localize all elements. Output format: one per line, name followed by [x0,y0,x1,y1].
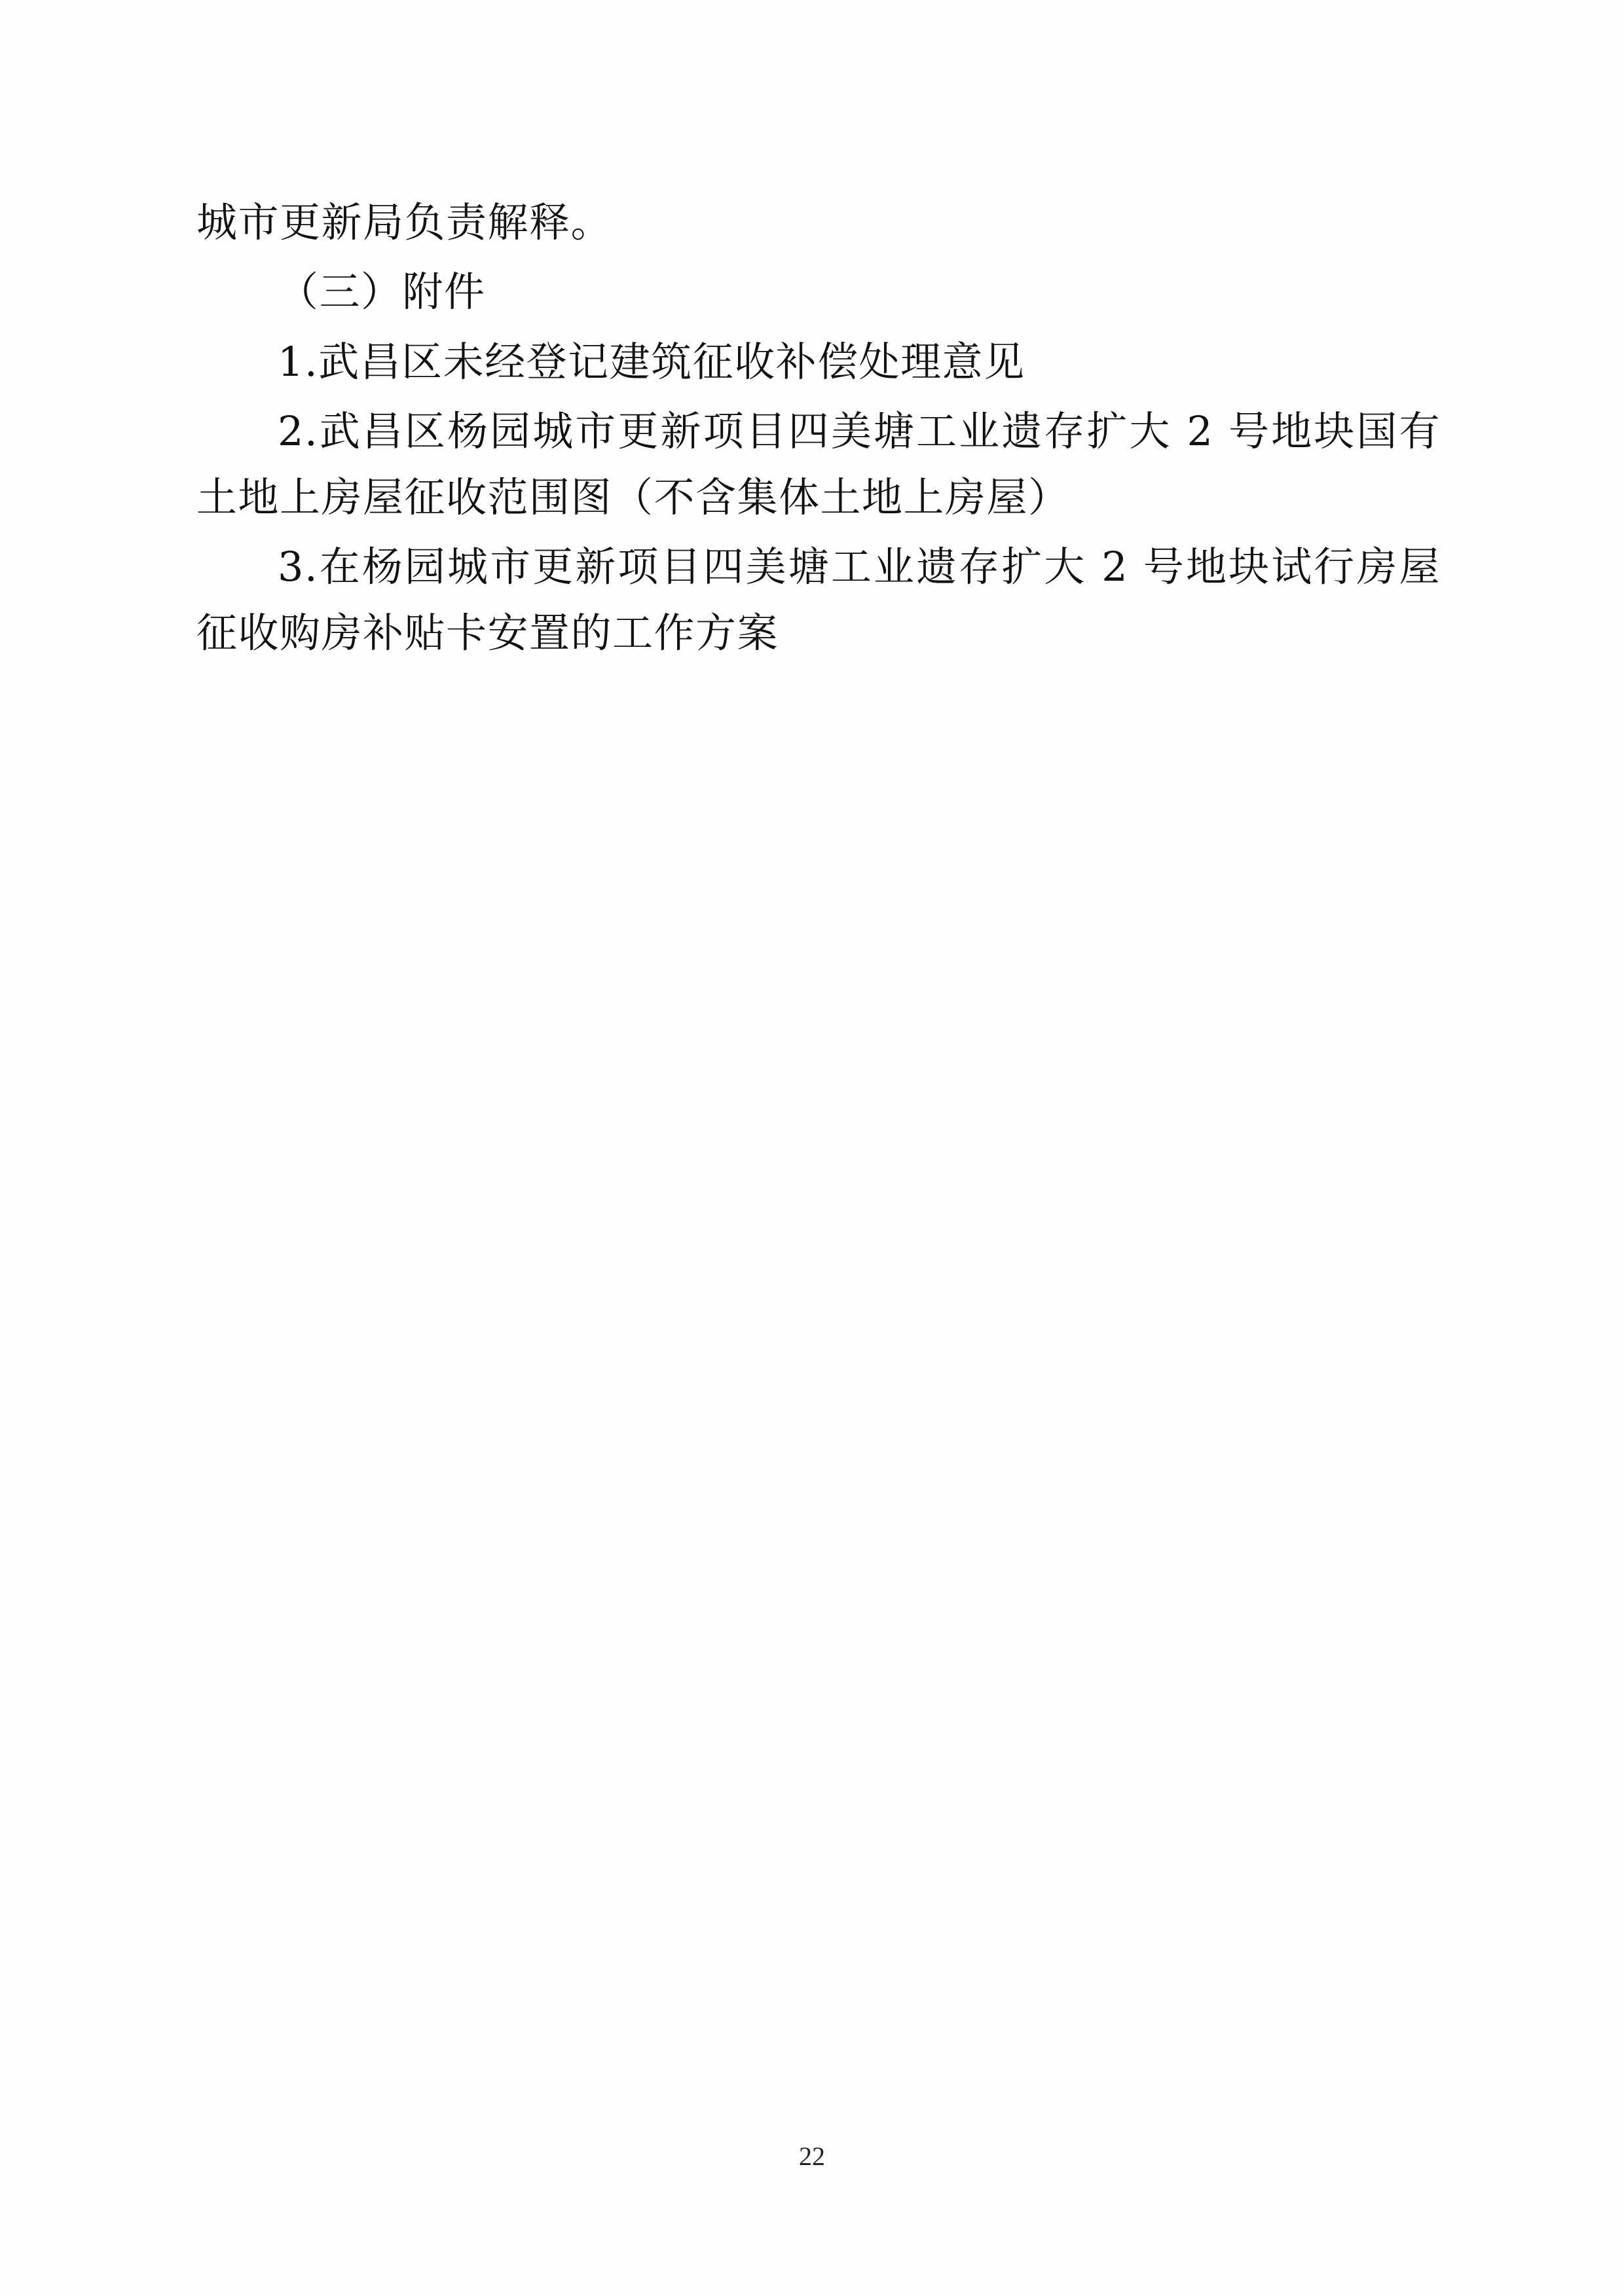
section-heading-attachments: （三）附件 [278,268,486,316]
attachment-item-3: 3.在杨园城市更新项目四美塘工业遗存扩大 2 号地块试行房屋征收购房补贴卡安置的工作方案 [196,543,1441,657]
attachment-item-1: 1.武昌区未经登记建筑征收补偿处理意见 [278,337,1025,386]
paragraph-closing-interpretation: 城市更新局负责解释。 [196,198,613,246]
document-body [196,190,1441,670]
attachment-item-2: 2.武昌区杨园城市更新项目四美塘工业遗存扩大 2 号地块国有土地上房屋征收范围图（不含集体土地上房屋） [196,407,1441,521]
page-number: 22 [799,2141,825,2171]
